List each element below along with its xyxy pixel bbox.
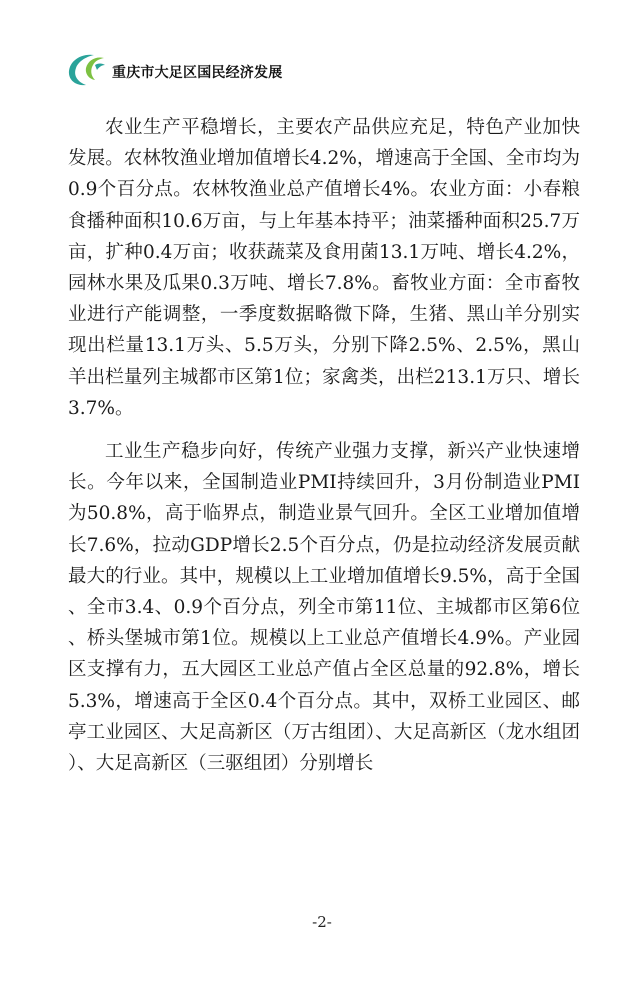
page-number: -2- [312,913,332,931]
header-title: 重庆市大足区国民经济发展 [112,65,283,81]
paragraph-agriculture: 农业生产平稳增长，主要农产品供应充足，特色产业加快发展。农林牧渔业增加值增长4.2%，增速高于全国、全市均为0.9个百分点。农林牧渔业总产值增长4%。农业方面：小春粮食播种面积10.6万亩，与上年基本持平；油菜播种面积25.7万亩，扩种0.4万亩；收获蔬菜及食用菌13.1万吨、增长4.2%，园林水果及瓜果0.3万吨、增长7.8%。畜牧业方面：全市畜牧业进行产能调整，一季度数据略微下降，生猪、黑山羊分别实现出栏量13.1万头、5.5万头，分别下降2.5%、2.5%，黑山羊出栏量列主城都市区第1位；家禽类，出栏213.1万只、增长3.7%。 [68,117,580,419]
paragraph-industry: 工业生产稳步向好，传统产业强力支撑，新兴产业快速增长。今年以来，全国制造业PMI持续回升，3月份制造业PMI为50.8%，高于临界点，制造业景气回升。全区工业增加值增长7.6%，拉动GDP增长2.5个百分点，仍是拉动经济发展贡献最大的行业。其中，规模以上工业增加值增长9.5%，高于全国、全市3.4、0.9个百分点，列全市第11位、主城都市区第6位、桥头堡城市第1位。规模以上工业总产值增长4.9%。产业园区支撑有力，五大园区工业总产值占全区总量的92.8%，增长5.3%，增速高于全区0.4个百分点。其中，双桥工业园区、邮亭工业园区、大足高新区（万古组团）、大足高新区（龙水组团）、大足高新区（三驱组团）分别增长 [68,441,580,775]
document-body [68,112,580,779]
page-header [64,50,584,90]
logo-icon [64,52,108,88]
